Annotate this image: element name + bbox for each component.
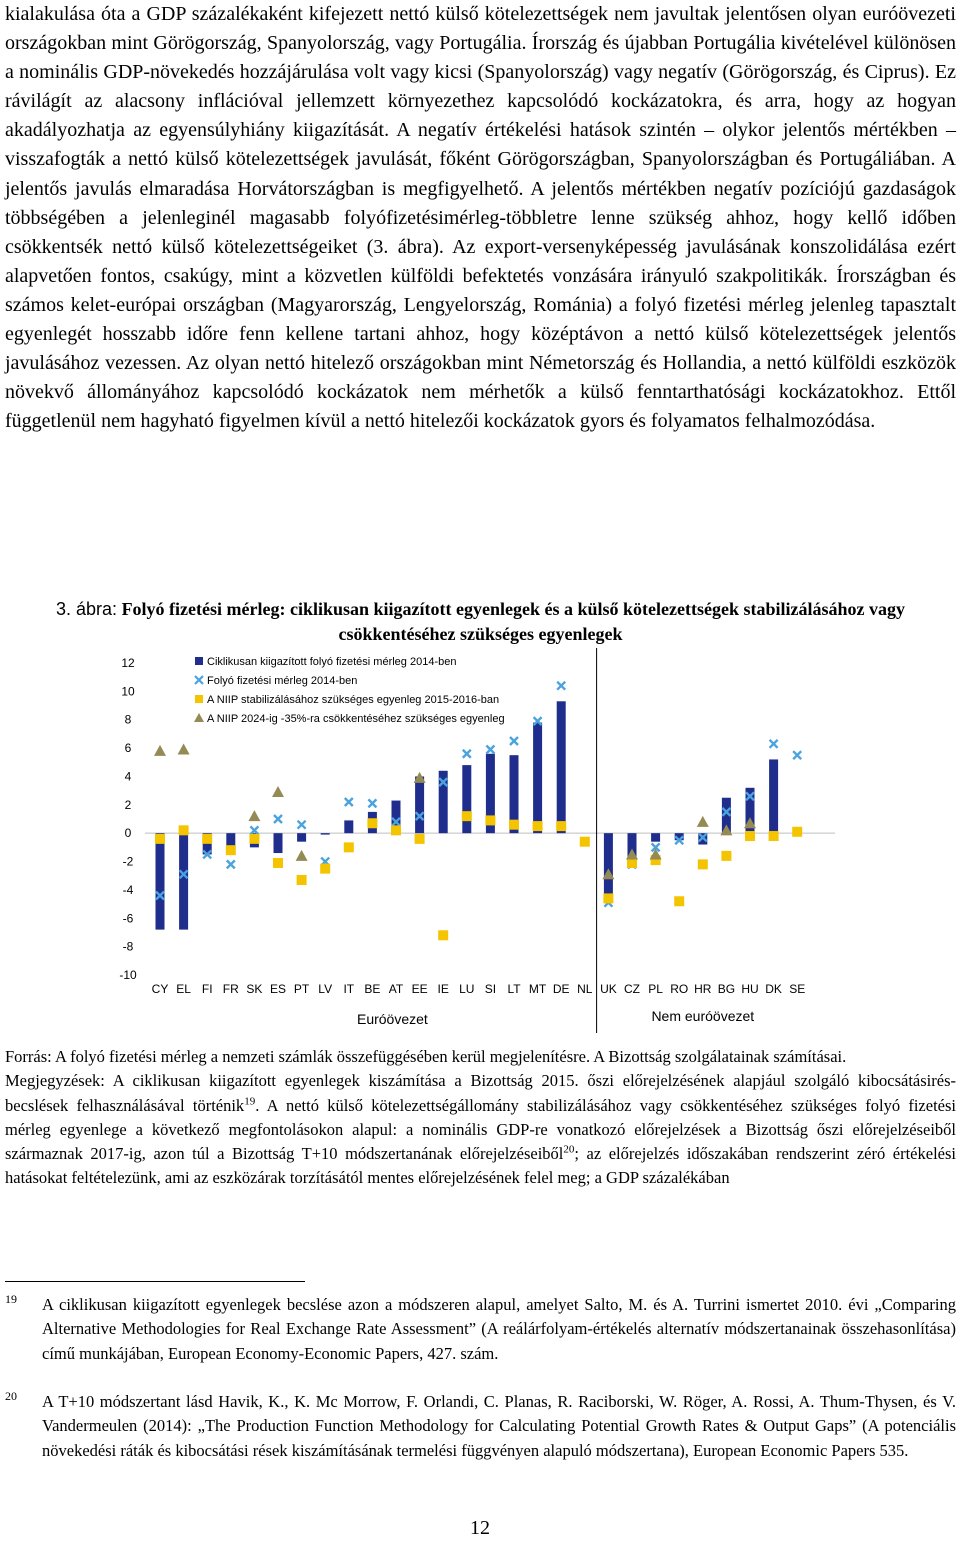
x-tick-label: FR <box>222 982 239 996</box>
x-tick-label: SI <box>484 982 497 996</box>
y-tick-label: -6 <box>122 911 134 926</box>
source-note: Forrás: A folyó fizetési mérleg a nemzeti számlák összefüggésében kerül megjelenítésre. A Bizottság szolgálatainak számításai. <box>5 1047 847 1066</box>
footnote-text: A T+10 módszertant lásd Havik, K., K. Mc Morrow, F. Orlandi, C. Planas, R. Raciborski, W. Röger, A. Rossi, A. Thum-Thysen, és V. Vandermeulen (2014): „The Production Function Methodology for Calculating Potential Growth Rates & Output Gaps” (A potenciális növekedési ráták és kibocsátási rések kiszámításának termelési függvényen alapuló módszertana), European Economic Papers 535. <box>42 1392 956 1460</box>
remarks-note: Megjegyzések: A ciklikusan kiigazított egyenlegek kiszámítása a Bizottság 2015. őszi előrejelzésének alapjául szolgáló kibocsátásirés-becslések felhasználásával történik$^{19}$. A nettó külső kötelezettségállomány stabilizálásához vagy csökkentéséhez szükséges folyó fizetési mérleg egyenlege a következő megfontolásokon alapul: a nominális GDP-re vonatkozó előrejelzések a Bizottság őszi előrejelzéseiből származnak 2017-ig, azon túl a Bizottság T+10 módszertanának előrejelzéseiből$^{20}$; az előrejelzés időszakában rendszerint zéró értékelési hatásokat feltételezünk, ami az eszközárak torzításától mentes előrejelzésének felel meg; a GDP százalékában <box>5 1071 956 1188</box>
x-tick-label: LV <box>318 982 333 996</box>
square-marker <box>320 864 330 874</box>
bar <box>604 833 613 902</box>
x-tick-label: MT <box>528 982 547 996</box>
bar <box>344 820 353 833</box>
square-marker <box>721 851 731 861</box>
square-marker <box>485 815 495 825</box>
square-marker <box>509 820 519 830</box>
square-marker <box>627 858 637 868</box>
square-marker <box>297 875 307 885</box>
x-tick-label: PT <box>293 982 310 996</box>
legend-label: A NIIP 2024-ig -35%-ra csökkentéséhez szükséges egyenleg <box>207 713 505 725</box>
y-tick-label: -2 <box>122 854 134 869</box>
square-marker <box>792 827 802 837</box>
legend <box>194 656 505 725</box>
square-marker <box>580 837 590 847</box>
square-marker <box>462 811 472 821</box>
y-tick-label: -4 <box>122 882 134 897</box>
x-marker <box>368 799 376 807</box>
bar <box>156 833 165 929</box>
x-marker <box>510 737 518 745</box>
square-marker <box>155 834 165 844</box>
x-axis-labels <box>152 982 806 996</box>
page-number: 12 <box>470 1517 490 1539</box>
y-tick-label: 6 <box>124 741 132 756</box>
square-marker <box>603 893 613 903</box>
square-marker <box>391 825 401 835</box>
x-marker <box>463 750 471 758</box>
x-tick-label: HU <box>741 982 759 996</box>
square-marker <box>533 821 543 831</box>
x-tick-label: ES <box>269 982 287 996</box>
legend-label: Folyó fizetési mérleg 2014-ben <box>207 675 358 687</box>
triangle-marker <box>248 810 260 821</box>
triangle-marker <box>154 745 166 756</box>
group-labels <box>357 1008 754 1027</box>
square-marker <box>415 834 425 844</box>
x-tick-label: IT <box>343 982 355 996</box>
x-marker <box>274 815 282 823</box>
x-tick-label: SK <box>246 982 263 996</box>
x-marker <box>486 746 494 754</box>
x-tick-label: BE <box>364 982 381 996</box>
footnote-number: 20 <box>5 1389 17 1403</box>
footnote-number: 19 <box>5 1292 17 1306</box>
legend-label: Ciklikusan kiigazított folyó fizetési mérleg 2014-ben <box>207 656 457 668</box>
body-paragraph: kialakulása óta a GDP százalékaként kifejezett nettó külső kötelezettségek nem javultak jelentősen olyan euróövezeti országokban mint Görögország, Spanyolország, vagy Portugália. Írország és újabban Portugália kivételével különösen a nominális GDP-növekedés hozzájárulása volt vagy kicsi (Spanyolország) vagy negatív (Görögország, és Ciprus). Ez rávilágít az alacsony inflációval jellemzett környezethez kapcsolódó kockázatokra, és arra, hogy az hogyan akadályozhatja az egyensúlyhiány kiigazítását. A negatív értékelési hatások szintén – olykor jelentős mértékben – visszafogták a nettó külső kötelezettségek javulását, főként Görögországban, Spanyolországban és Portugáliában. A jelentős javulás elmaradása Horvátországban is megfigyelhető. A jelentős mértékben negatív pozíciójú gazdaságok többségében a jelenleginél magasabb folyófizetésimérleg-többletre lenne szükség ahhoz, hogy kellő időben csökkentsék nettó külső kötelezettségeiket (3. ábra). Az export-versenyképesség javulásának konszolidálása ezért alapvetően fontos, csakúgy, mint a közvetlen külföldi befektetés vonzására irányuló szakpolitikák. Írországban és számos kelet-európai országban (Magyarország, Lengyelország, Románia) a folyó fizetési mérleg jelenleg tapasztalt egyenlegét hosszabb időre fenn kellene tartani ahhoz, hogy középtávon a nettó külső kötelezettségek jelentős javulásához vezessen. Az olyan nettó hitelező országokban mint Németország és Hollandia, a nettó külföldi eszközök növekvő állományához kapcsolódó kockázatok nem mérhetők a külső fenntarthatósági kockázatokhoz. Ettől függetlenül nem hagyható figyelmen kívül a nettó hitelezői kockázatok gyors és folyamatos felhalmozódása. <box>5 3 956 433</box>
square-marker <box>438 930 448 940</box>
square-marker <box>344 842 354 852</box>
bar <box>297 833 306 842</box>
x-tick-label: SE <box>789 982 806 996</box>
group-label: Nem euróövezet <box>651 1008 755 1024</box>
square-marker <box>202 834 212 844</box>
legend-swatch-bar <box>195 657 203 665</box>
x-tick-label: CY <box>151 982 169 996</box>
x-tick-label: IE <box>437 982 449 996</box>
x-tick-label: LU <box>459 982 475 996</box>
x-tick-label: BG <box>717 982 736 996</box>
footnote-separator <box>5 1281 305 1282</box>
x-tick-label: AT <box>388 982 404 996</box>
bar <box>415 776 424 833</box>
x-tick-label: UK <box>600 982 617 996</box>
y-tick-label: 10 <box>121 684 135 699</box>
y-tick-label: -10 <box>119 968 137 982</box>
legend-swatch-square <box>195 695 203 703</box>
x-tick-label: NL <box>577 982 593 996</box>
x-tick-label: DK <box>765 982 782 996</box>
square-marker <box>745 831 755 841</box>
bar <box>462 765 471 833</box>
x-marker <box>557 682 565 690</box>
bar <box>769 759 778 833</box>
triangle-marker <box>272 786 284 797</box>
legend-label: A NIIP stabilizálásához szükséges egyenleg 2015-2016-ban <box>207 694 500 706</box>
bar <box>321 833 330 834</box>
bar <box>179 833 188 929</box>
x-marker <box>227 860 235 868</box>
figure-title: Folyó fizetési mérleg: ciklikusan kiigazított egyenlegek és a külső kötelezettségek stabilizálásához vagy csökkentéséhez szükséges egyenlegek <box>121 599 905 644</box>
square-marker <box>273 858 283 868</box>
x-marker <box>770 740 778 748</box>
square-marker <box>179 825 189 835</box>
square-marker <box>769 831 779 841</box>
triangle-marker <box>697 816 709 827</box>
y-tick-label: -8 <box>122 939 134 954</box>
y-tick-label: 2 <box>124 797 132 812</box>
x-tick-label: EE <box>411 982 428 996</box>
square-marker <box>698 859 708 869</box>
square-marker <box>226 845 236 855</box>
y-tick-label: 12 <box>121 656 135 670</box>
square-marker <box>556 821 566 831</box>
legend-swatch-x <box>195 676 203 684</box>
bar <box>651 833 660 842</box>
x-tick-label: FI <box>201 982 213 996</box>
y-tick-label: 4 <box>124 769 132 784</box>
x-tick-label: RO <box>670 982 689 996</box>
triangle-marker <box>296 850 308 861</box>
legend-swatch-triangle <box>194 713 204 722</box>
y-tick-label: 0 <box>124 826 132 841</box>
footnote-text: A ciklikusan kiigazított egyenlegek becslése azon a módszeren alapul, amelyet Salto, M. és A. Turrini ismertet 2010. évi „Comparing Alternative Methodologies for Real Exchange Rate Assessment” (A reálárfolyam-értékelés alternatív módszertanainak összehasonlítása) című munkájában, European Economy-Economic Papers, 427. szám. <box>42 1295 956 1363</box>
group-label: Euróövezet <box>356 1011 428 1027</box>
current-account-chart <box>0 648 960 1038</box>
square-marker <box>367 818 377 828</box>
bar <box>557 701 566 833</box>
x-tick-label: LT <box>507 982 521 996</box>
figure-caption <box>5 597 956 647</box>
x-tick-label: HR <box>694 982 712 996</box>
x-tick-label: PL <box>648 982 663 996</box>
x-marker <box>793 751 801 759</box>
x-tick-label: CZ <box>624 982 640 996</box>
x-tick-label: EL <box>176 982 191 996</box>
figure-label: 3. ábra: <box>56 599 118 619</box>
triangle-marker <box>178 744 190 755</box>
x-marker <box>298 821 306 829</box>
square-marker <box>674 896 684 906</box>
x-marker <box>345 798 353 806</box>
bar <box>533 723 542 834</box>
x-tick-label: DE <box>552 982 570 996</box>
y-tick-label: 8 <box>124 712 132 727</box>
bar <box>274 833 283 853</box>
square-marker <box>249 834 259 844</box>
figure-notes <box>5 1045 956 1191</box>
